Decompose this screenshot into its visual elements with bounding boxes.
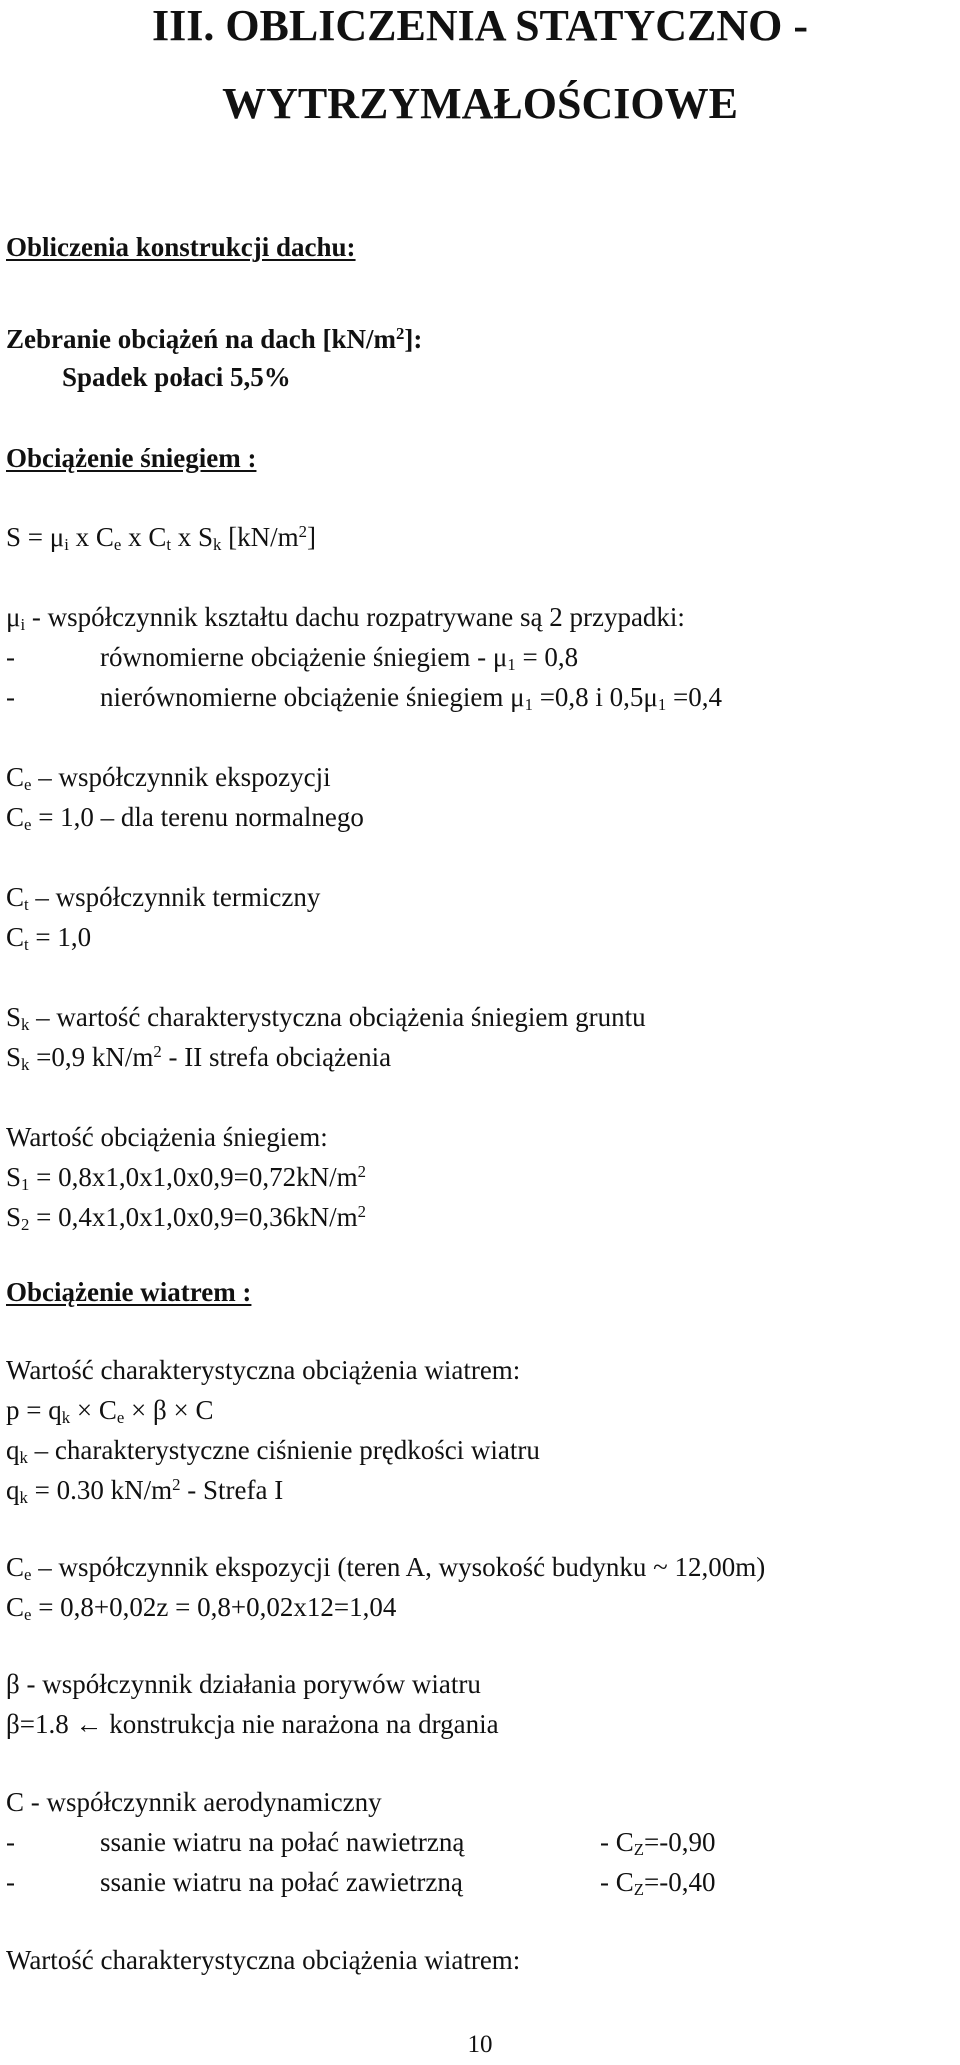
suction-windward-text: ssanie wiatru na połać nawietrzną [100,1827,465,1857]
velocity-pressure-value: $q_k = 0.30$ $kN/m^2$ - Strefa I [6,1474,284,1508]
chapter-title-line2: WYTRZYMAŁOŚCIOWE [222,79,738,128]
snow-case-uniform: - [6,642,15,672]
snow-load-value-heading: Wartość obciążenia śniegiem: [6,1122,328,1152]
wind-char-heading-2: Wartość charakterystyczna obciążenia wiatrem: [6,1945,521,1975]
snow-case-nonuniform-text: nierównomierne obciążenie śniegiem $\mu_1 =0,8$ i $0,5\mu_1 =0,4$ [100,682,723,715]
mu-definition: $\mu_i$ - współczynnik kształtu dachu rozpatrywane są 2 przypadki: [6,602,685,635]
suction-windward-dash: - [6,1827,15,1857]
ground-snow-load-value: $S_k =0,9$ $kN/m^2$ - II strefa obciążenia [6,1041,392,1075]
roof-slope: Spadek połaci 5,5% [62,362,291,392]
suction-windward-value: - $C_Z=-0,90$ [600,1827,716,1860]
thermal-coefficient-value: $C_t = 1,0$ [6,922,92,955]
wind-exposure-definition: $C_e$ – współczynnik ekspozycji (teren A, wysokość budynku ~ 12,00m) [6,1552,766,1585]
section-heading-roof: Obliczenia konstrukcji dachu: [6,232,356,262]
page-number: 10 [467,2031,493,2058]
ground-snow-load-definition: $S_k$ – wartość charakterystyczna obciążenia śniegiem gruntu [6,1002,646,1035]
gust-coefficient-definition: β - współczynnik działania porywów wiatru [6,1669,481,1699]
wind-load-heading: Obciążenie wiatrem : [6,1277,252,1307]
suction-leeward-text: ssanie wiatru na połać zawietrzną [100,1867,463,1897]
wind-exposure-value: $C_e = 0,8+0,02z = 0,8+0,02x12=1,04$ [6,1592,397,1625]
suction-leeward-dash: - [6,1867,15,1897]
snow-load-s1: $S_1 = 0,8x1,0x1,0x0,9=0,72kN/m^2$ [6,1161,366,1195]
thermal-coefficient-definition: $C_t$ – współczynnik termiczny [6,882,321,915]
chapter-title-line1: III. OBLICZENIA STATYCZNO - [151,1,809,50]
wind-char-heading: Wartość charakterystyczna obciążenia wiatrem: [6,1355,521,1385]
snow-formula: $S = \mu_i$ x $C_e$ x $C_t$ x $S_k$ $[kN/m^2]$ [6,521,317,555]
exposure-coefficient-value: $C_e = 1,0$ – dla terenu normalnego [6,802,364,835]
wind-formula: $p = q_k \times C_e \times \beta \times C$ [6,1395,214,1428]
suction-leeward-value: - $C_Z=-0,40$ [600,1867,716,1900]
snow-load-s2: $S_2 = 0,4x1,0x1,0x0,9=0,36kN/m^2$ [6,1201,366,1235]
snow-case-uniform-text: równomierne obciążenie śniegiem - $\mu_1 = 0,8$ [100,642,579,675]
exposure-coefficient-definition: $C_e$ – współczynnik ekspozycji [6,762,331,795]
gust-coefficient-value: β=1.8 ← konstrukcja nie narażona na drgania [6,1709,499,1739]
snow-load-heading: Obciążenie śniegiem : [6,443,257,473]
velocity-pressure-definition: $q_k$ – charakterystyczne ciśnienie prędkości wiatru [6,1435,540,1468]
snow-case-nonuniform: - [6,682,15,712]
loads-collection-heading: Zebranie obciążeń na dach $[kN/m^2]$: [6,323,423,354]
aerodynamic-coefficient-definition: C - współczynnik aerodynamiczny [6,1787,382,1817]
